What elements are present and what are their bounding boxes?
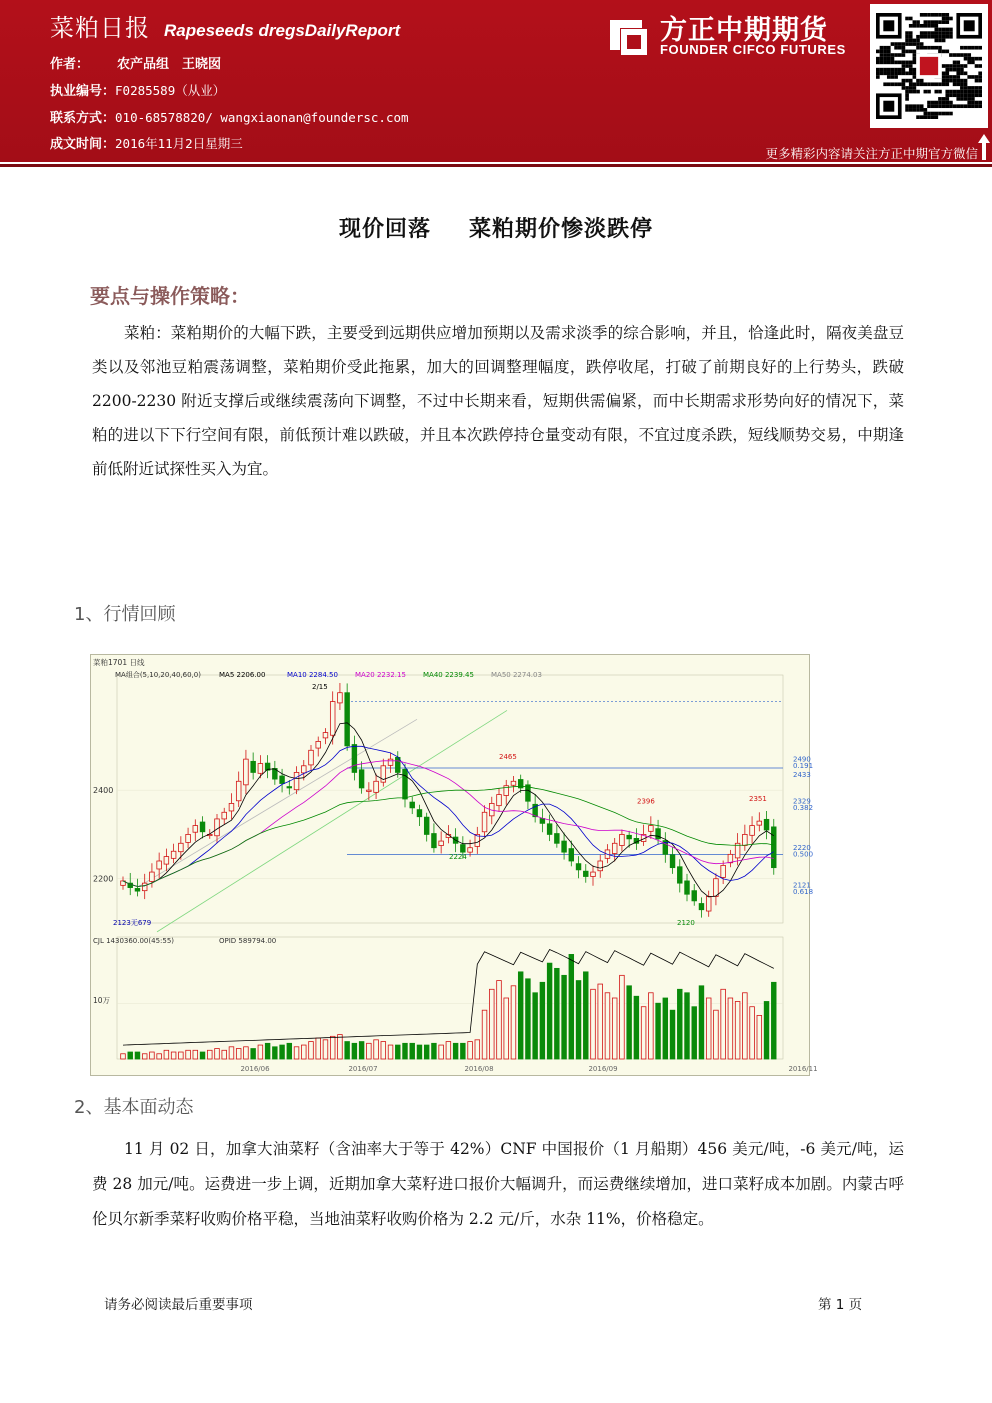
date-value: 2016年11月2日星期三 [115,136,243,151]
volume-bar [620,975,625,1059]
volume-bar [345,1042,350,1059]
date-line [50,133,243,152]
candle-body [417,810,422,817]
candle-body [410,802,415,808]
volume-bar [309,1042,314,1059]
volume-bar [439,1045,444,1059]
price-panel-frame [117,675,783,923]
volume-bar [526,979,531,1059]
price-annotation: 2/15 [312,683,328,691]
volume-bar [128,1052,133,1059]
ma-legend-item: MA5 2206.00 [219,671,266,679]
chart-title: 菜粕1701 日线 [93,658,145,667]
report-title-en: Rapeseeds dregsDailyReport [164,21,401,40]
volume-bar [540,982,545,1059]
volume-bar [663,998,668,1059]
license-label: 执业编号： [50,84,116,99]
volume-bar [699,986,704,1059]
volume-bar [193,1050,198,1059]
candle-body [439,841,444,845]
candle-body [569,849,574,861]
fib-level-label: 2220 [793,843,811,852]
volume-bar [403,1043,408,1059]
candle-body [179,843,184,851]
volume-bar [656,1003,661,1059]
volume-bar [504,998,509,1059]
price-annotation: 2224 [449,852,467,861]
volume-bar [641,1007,646,1059]
volume-bar [287,1043,292,1059]
volume-bar [721,989,726,1059]
volume-bar [547,963,552,1059]
x-tick-label: 2016/09 [588,1065,618,1073]
candle-body [461,845,466,853]
company-name-en: FOUNDER CIFCO FUTURES [660,42,846,57]
candle-body [497,795,502,806]
candle-body [388,759,393,765]
candle-body [135,888,140,891]
volume-bar [605,993,610,1059]
price-tick-label: 2200 [93,874,114,884]
price-annotation: 2351 [749,795,767,804]
volume-bar [367,1043,372,1059]
volume-bar [576,981,581,1059]
candle-body [706,896,711,911]
volume-bar [323,1040,328,1059]
license-line [50,80,225,99]
candle-body [598,861,603,871]
volume-bar [446,1042,451,1059]
candle-body [757,821,762,825]
fib-level-label: 2329 [793,797,811,806]
open-interest-line [123,950,774,1046]
volume-bar [424,1045,429,1059]
fundamentals-paragraph: 11 月 02 日，加拿大油菜籽（含油率大于等于 42%）CNF 中国报价（1 月船期）456 美元/吨，-6 美元/吨，运费 28 加元/吨。运费进一步上调，近期加拿大菜籽进口报价大幅调升，而运费继续增加，进口菜籽成本加剧。内蒙古呼伦贝尔新季菜籽收购价格平稳，当地油菜籽收购价格为 2.2 元/斤，水杂 11%，价格稳定。 [92,1140,904,1228]
candle-body [728,854,733,862]
volume-bar [634,996,639,1059]
candle-body [714,879,719,897]
fib-level-label: 2490 [793,755,811,764]
fib-level-label: 2433 [793,770,811,779]
candle-body [323,733,328,738]
candle-body [612,843,617,853]
moving-average-line [123,746,774,886]
candle-body [764,819,769,830]
candle-body [142,883,147,891]
volume-bar [222,1050,227,1059]
license-value: F0285589（从业） [115,83,226,98]
candle-body [258,764,263,774]
volume-bar [735,1001,740,1059]
trendline [137,719,417,887]
candle-body [562,841,567,852]
contact-value: 010-68578820/ wangxiaonan@foundersc.com [115,110,409,125]
candle-body [280,776,285,784]
price-annotation: 2120 [677,919,695,928]
up-arrow-icon [978,134,990,160]
candle-body [287,787,292,788]
candle-body [352,745,357,773]
candle-body [229,803,234,811]
candle-body [591,872,596,876]
volume-bar [750,1007,755,1059]
candle-body [200,822,205,832]
candle-body [359,770,364,788]
volume-panel-frame [117,937,783,1059]
volume-bar [771,982,776,1059]
candle-body [345,693,350,746]
ma-legend-item: MA40 2239.45 [423,671,474,679]
date-label: 成文时间： [50,137,116,152]
candlestick-chart-svg [91,655,818,1077]
wechat-qr-code[interactable] [870,4,988,128]
volume-bar [388,1045,393,1059]
candle-body [330,702,335,736]
volume-bar [598,984,603,1059]
volume-bar [728,998,733,1059]
candle-body [164,857,169,865]
volume-bar [171,1052,176,1059]
volume-bar [301,1045,306,1059]
fib-level-label: 0.382 [793,804,814,813]
author-line [50,53,221,72]
volume-bar [157,1054,162,1059]
candle-body [215,819,220,836]
ma-legend-item: MA10 2284.50 [287,671,338,679]
volume-bar [200,1052,205,1059]
volume-bar [359,1042,364,1059]
volume-bar [316,1038,321,1059]
volume-bar [280,1045,285,1059]
candle-body [150,872,155,881]
trendline [157,710,507,931]
volume-tick-label: 10万 [93,996,111,1006]
volume-bar [164,1050,169,1059]
volume-bar [273,1047,278,1059]
report-header-banner [0,0,992,162]
fib-level-label: 0.500 [793,850,814,859]
market-review-heading: 1、行情回顾 [74,604,176,625]
volume-bar [453,1043,458,1059]
volume-bar [251,1049,256,1059]
candle-body [677,867,682,883]
volume-bar [670,1010,675,1059]
price-tick-label: 2400 [93,786,114,796]
volume-bar [381,1042,386,1059]
price-annotation: 2396 [637,797,655,806]
volume-bar [475,1040,480,1059]
x-tick-label: 2016/08 [464,1065,494,1073]
volume-bar [142,1054,147,1059]
volume-bar [743,993,748,1059]
volume-bar [757,1015,762,1059]
candle-body [374,781,379,792]
volume-bar [229,1047,234,1059]
ma-params-label: MA组合(5,10,20,40,60,0) [115,671,201,679]
author-label: 作者： [50,57,90,72]
candle-body [157,861,162,869]
candle-body [721,865,726,877]
volume-bar [569,954,574,1059]
candle-body [403,769,408,799]
candle-body [468,848,473,852]
candle-body [649,826,654,832]
price-chart [90,654,818,1076]
strategy-section-title: 要点与操作策略： [90,284,250,308]
volume-bar [417,1045,422,1059]
candle-body [309,750,314,765]
contact-label: 联系方式： [50,111,116,126]
volume-bar [612,998,617,1059]
candle-body [236,781,241,800]
candle-body [547,824,552,835]
volume-bar [215,1049,220,1059]
volume-bar [714,1010,719,1059]
volume-legend: CJL 1430360.00(45:55) [93,937,175,945]
volume-legend: OPID 589794.00 [219,937,277,945]
candle-body [743,834,748,845]
volume-bar [121,1054,126,1059]
footer-notice: 请务必阅读最后重要事项 [104,1297,253,1313]
company-logo [604,8,864,60]
volume-bar [410,1043,415,1059]
price-annotation: 2465 [499,753,517,762]
volume-bar [461,1043,466,1059]
volume-bar [265,1043,270,1059]
volume-bar [294,1047,299,1059]
strategy-paragraph: 菜粕：菜粕期价的大幅下跌，主要受到远期供应增加预期以及需求淡季的综合影响，并且，恰逢此时，隔夜美盘豆类以及邻池豆粕震荡调整，菜粕期价受此拖累，加大的回调整理幅度，跌停收尾，打破了前期良好的上行势头，跌破 2200-2230 附近支撑后或继续震荡向下调整，不过中长期来看，短期供需偏紧，而中长期需求形势向好的情况下，菜粕的进以下下行空间有限，前低预计难以跌破，并且本次跌停持仓量变动有限，不宜过度杀跌，短线顺势交易，中期逢前低附近试探性买入为宜。 [92,324,904,478]
volume-bar [649,993,654,1059]
volume-bar [432,1043,437,1059]
candle-body [294,772,299,789]
volume-bar [186,1050,191,1059]
volume-bar [482,1010,487,1059]
volume-bar [489,989,494,1059]
volume-bar [706,998,711,1059]
volume-bar [692,1007,697,1059]
candle-body [251,761,256,772]
candle-body [670,855,675,868]
volume-bar [135,1052,140,1059]
candle-body [424,817,429,834]
volume-bar [207,1050,212,1059]
volume-bar [258,1045,263,1059]
volume-bar [764,1001,769,1059]
volume-bar [244,1047,249,1059]
candle-body [656,829,661,839]
page-headline [0,212,992,243]
volume-bar [555,968,560,1059]
candle-body [555,834,560,844]
x-tick-label: 2016/07 [348,1065,378,1073]
fib-level-label: 0.191 [793,762,814,770]
volume-bar [395,1045,400,1059]
candle-body [244,759,249,785]
candle-body [186,834,191,842]
volume-bar [627,986,632,1059]
volume-bar [330,1036,335,1059]
candle-body [583,871,588,876]
headline-part2: 菜粕期价惨淡跌停 [469,217,654,242]
candle-body [750,826,755,836]
volume-bar [338,1035,343,1059]
volume-bar [497,981,502,1059]
volume-bar [562,975,567,1059]
candle-body [316,741,321,748]
headline-part1: 现价回落 [338,217,431,242]
candle-body [771,827,776,868]
volume-bar [179,1052,184,1059]
candle-body [367,790,372,791]
volume-bar [511,986,516,1059]
volume-bar [677,989,682,1059]
company-name-cn: 方正中期期货 [660,15,828,46]
fib-level-label: 0.618 [793,888,814,897]
volume-bar [236,1049,241,1059]
volume-bar [591,989,596,1059]
candle-body [171,851,176,858]
candle-body [540,818,545,823]
candle-body [620,834,625,845]
fundamentals-heading: 2、基本面动态 [74,1097,194,1118]
ma-legend-item: MA20 2232.15 [355,671,406,679]
author-value: 农产品组 王晓囡 [117,57,222,72]
candle-body [338,693,343,703]
candle-body [482,812,487,831]
qr-code-icon [876,10,982,122]
candle-body [685,881,690,894]
volume-bar [685,993,690,1059]
x-tick-label: 2016/11 [788,1065,818,1073]
header-divider [0,164,992,167]
volume-bar [352,1043,357,1059]
page-number: 第 1 页 [818,1297,863,1313]
candle-body [222,812,227,819]
ma-legend-item: MA50 2274.03 [491,671,542,679]
fib-level-label: 2121 [793,881,811,890]
price-annotation: 2123无679 [113,919,152,928]
company-logo-icon [604,12,650,58]
candle-body [511,781,516,785]
candle-body [301,766,306,773]
x-tick-label: 2016/06 [240,1065,270,1073]
moving-average-line [123,761,774,887]
report-title-cn: 菜粕日报 [50,14,150,42]
candle-body [576,864,581,870]
contact-line [50,107,409,126]
candle-body [627,835,632,839]
volume-bar [150,1052,155,1059]
candle-body [432,834,437,848]
volume-bar [468,1042,473,1059]
moving-average-line [123,723,774,897]
follow-wechat-text: 更多精彩内容请关注方正中期官方微信 [765,146,978,161]
volume-bar [583,972,588,1059]
volume-bar [374,1040,379,1059]
candle-body [193,826,198,833]
report-title [50,8,400,43]
volume-bar [533,993,538,1059]
volume-bar [518,972,523,1059]
candle-body [699,904,704,910]
candle-body [692,891,697,901]
